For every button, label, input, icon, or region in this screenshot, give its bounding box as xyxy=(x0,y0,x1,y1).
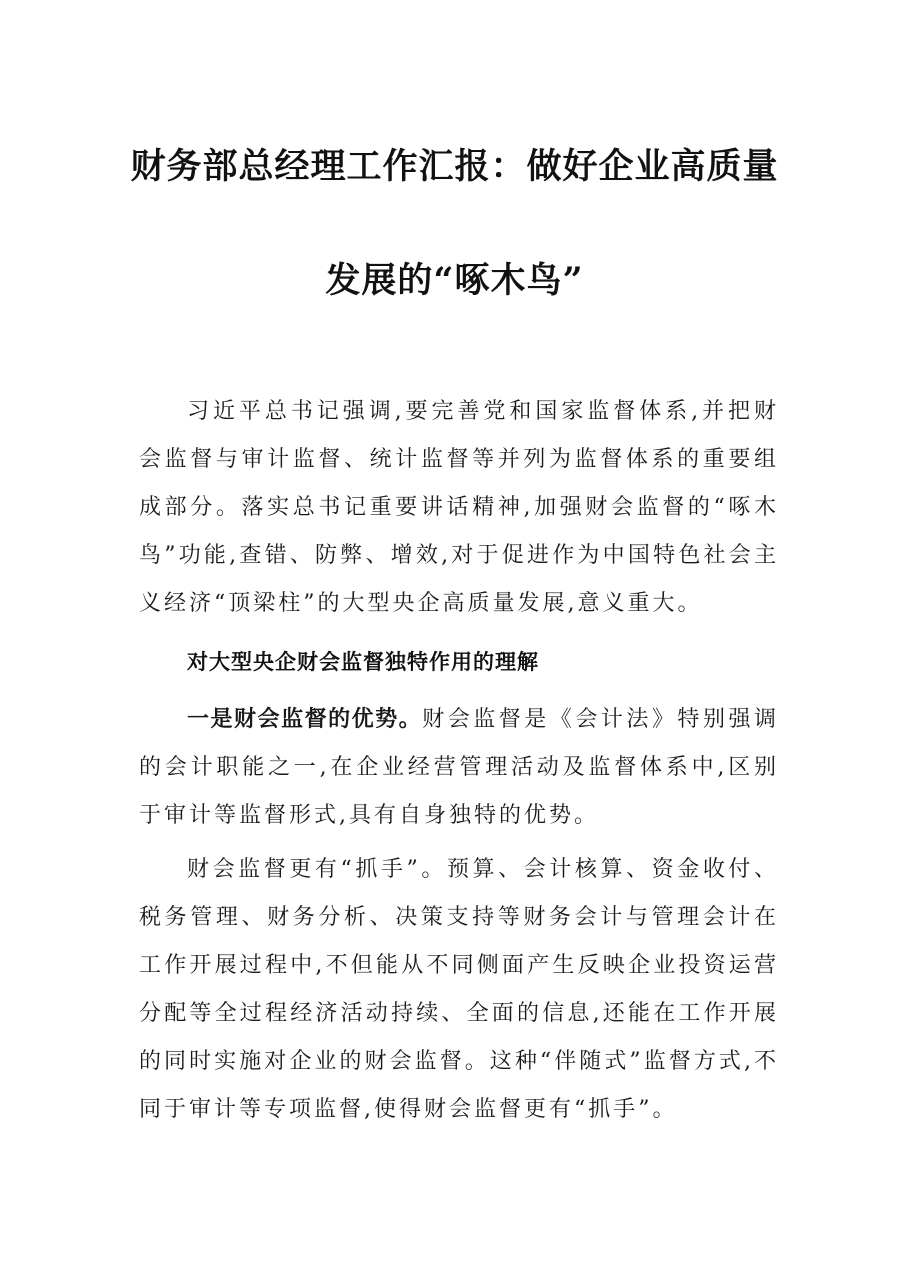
intro-paragraph: 习近平总书记强调,要完善党和国家监督体系,并把财会监督与审计监督、统计监督等并列为监督体系的重要组成部分。落实总书记重要讲话精神,加强财会监督的“啄木鸟”功能,查错、防弊、增效,对于促进作为中国特色社会主义经济“顶梁柱”的大型央企高质量发展,意义重大。 xyxy=(139,399,779,616)
document-title-line-1: 财务部总经理工作汇报：做好企业高质量 xyxy=(130,146,779,187)
section-heading: 对大型央企财会监督独特作用的理解 xyxy=(187,650,539,674)
advantage-paragraph xyxy=(139,696,779,840)
advantage-paragraph-body: 财会监督是《会计法》特别强调的会计职能之一,在企业经营管理活动及监督体系中,区别于审计等监督形式,具有自身独特的优势。 xyxy=(139,707,779,828)
document-title-line-2: 发展的“啄木鸟” xyxy=(325,260,584,301)
advantage-paragraph-lead: 一是财会监督的优势。 xyxy=(187,707,423,732)
grip-paragraph: 财会监督更有“抓手”。预算、会计核算、资金收付、税务管理、财务分析、决策支持等财务会计与管理会计在工作开展过程中,不但能从不同侧面产生反映企业投资运营分配等全过程经济活动持续、全面的信息,还能在工作开展的同时实施对企业的财会监督。这种“伴随式”监督方式,不同于审计等专项监督,使得财会监督更有“抓手”。 xyxy=(139,857,779,1122)
